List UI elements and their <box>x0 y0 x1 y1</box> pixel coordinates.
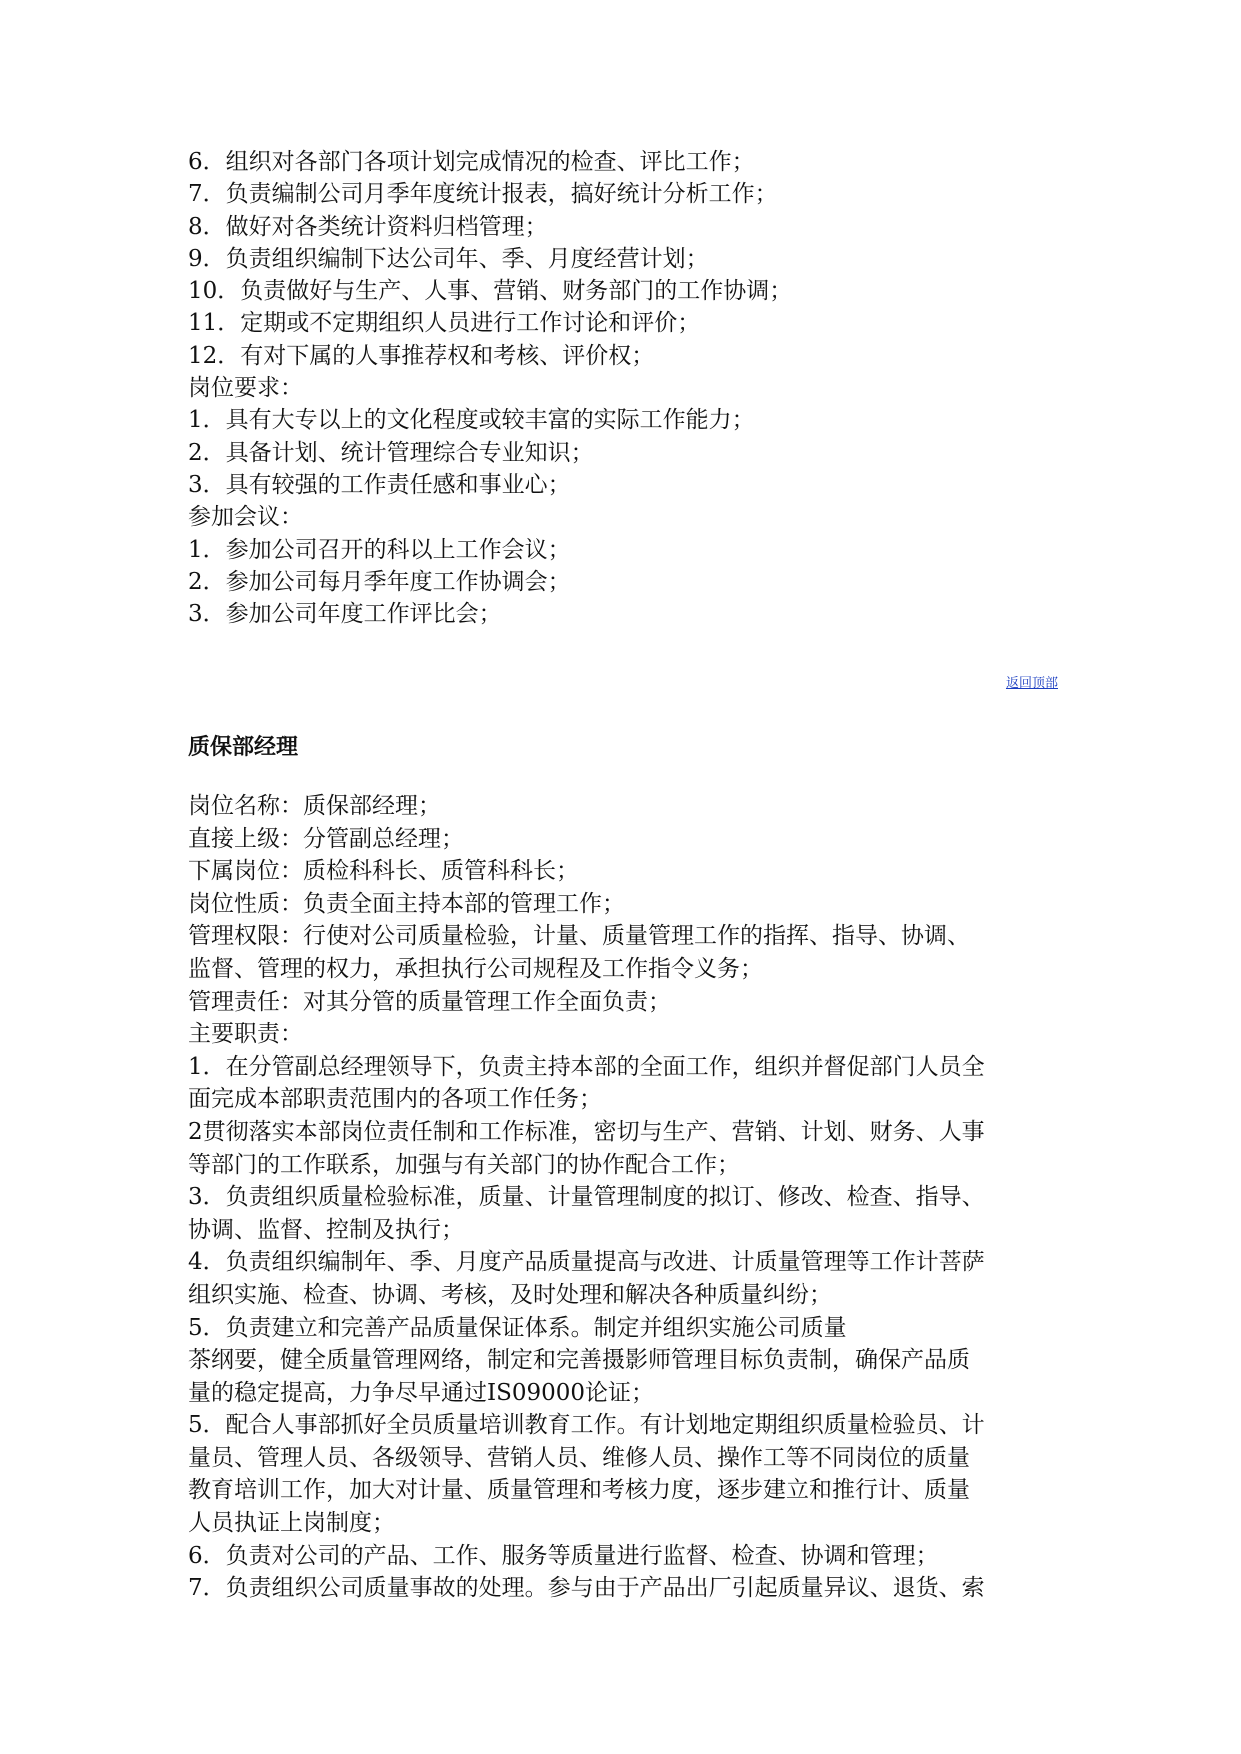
text-line: 下属岗位：质检科科长、质管科科长； <box>188 858 579 885</box>
text-line: 9．负责组织编制下达公司年、季、月度经营计划； <box>188 245 709 272</box>
text-line: 面完成本部职责范围内的各项工作任务； <box>188 1086 602 1113</box>
text-line: 1．参加公司召开的科以上工作会议； <box>188 536 571 563</box>
text-line: 主要职责： <box>188 1021 303 1048</box>
text-line: 5．负责建立和完善产品质量保证体系。制定并组织实施公司质量 <box>188 1314 847 1341</box>
text-line: 2贯彻落实本部岗位责任制和工作标准，密切与生产、营销、计划、财务、人事 <box>188 1118 985 1145</box>
text-line: 岗位要求： <box>188 375 303 402</box>
text-line: 8．做好对各类统计资料归档管理； <box>188 213 548 240</box>
text-line: 3．具有较强的工作责任感和事业心； <box>188 471 571 498</box>
text-line: 2．参加公司每月季年度工作协调会； <box>188 568 571 595</box>
text-line: 7．负责组织公司质量事故的处理。参与由于产品出厂引起质量异议、退货、索 <box>188 1575 985 1602</box>
section-planning-duties <box>188 146 1058 630</box>
text-line: 7．负责编制公司月季年度统计报表，搞好统计分析工作； <box>188 181 778 208</box>
back-to-top-link[interactable]: 返回顶部 <box>1005 676 1058 691</box>
text-line: 6．组织对各部门各项计划完成情况的检查、评比工作； <box>188 149 755 175</box>
text-line: 教育培训工作，加大对计量、质量管理和考核力度，逐步建立和推行计、质量 <box>188 1477 970 1504</box>
text-line: 10．负责做好与生产、人事、营销、财务部门的工作协调； <box>188 278 793 305</box>
text-line: 量员、管理人员、各级领导、营销人员、维修人员、操作工等不同岗位的质量 <box>188 1444 970 1471</box>
text-line: 茶纲要，健全质量管理网络，制定和完善摄影师管理目标负责制，确保产品质 <box>188 1347 970 1374</box>
text-line: 5．配合人事部抓好全员质量培训教育工作。有计划地定期组织质量检验员、计 <box>188 1412 985 1439</box>
text-line: 管理权限：行使对公司质量检验，计量、质量管理工作的指挥、指导、协调、 <box>188 923 970 950</box>
text-line: 监督、管理的权力，承担执行公司规程及工作指令义务； <box>188 955 763 982</box>
text-line: 6．负责对公司的产品、工作、服务等质量进行监督、检查、协调和管理； <box>188 1542 939 1569</box>
text-line: 管理责任：对其分管的质量管理工作全面负责； <box>188 988 671 1015</box>
document-page <box>188 146 1058 1602</box>
text-line: 岗位性质：负责全面主持本部的管理工作； <box>188 890 625 917</box>
section-qa-manager <box>188 790 1068 1605</box>
text-line: 直接上级：分管副总经理； <box>188 825 464 852</box>
text-line: 1．具有大专以上的文化程度或较丰富的实际工作能力； <box>188 407 755 434</box>
text-line: 1．在分管副总经理领导下，负责主持本部的全面工作，组织并督促部门人员全 <box>188 1053 985 1080</box>
text-line: 2．具备计划、统计管理综合专业知识； <box>188 439 594 466</box>
text-line: 11．定期或不定期组织人员进行工作讨论和评价； <box>188 310 701 337</box>
text-line: 4．负责组织编制年、季、月度产品质量提高与改进、计质量管理等工作计菩萨 <box>188 1249 985 1276</box>
text-line: 3．负责组织质量检验标准，质量、计量管理制度的拟订、修改、检查、指导、 <box>188 1184 985 1211</box>
text-line: 参加会议： <box>188 504 303 531</box>
text-line: 等部门的工作联系，加强与有关部门的协作配合工作； <box>188 1151 740 1178</box>
text-line: 岗位名称：质保部经理； <box>188 793 441 819</box>
text-line: 量的稳定提高，力争尽早通过IS09000论证； <box>188 1379 655 1406</box>
text-line: 人员执证上岗制度； <box>188 1510 395 1537</box>
text-line: 协调、监督、控制及执行； <box>188 1216 464 1243</box>
text-line: 3．参加公司年度工作评比会； <box>188 601 502 628</box>
section-heading-qa-manager: 质保部经理 <box>188 735 299 760</box>
text-line: 组织实施、检查、协调、考核，及时处理和解决各种质量纠纷； <box>188 1281 832 1308</box>
text-line: 12．有对下属的人事推荐权和考核、评价权； <box>188 342 655 369</box>
